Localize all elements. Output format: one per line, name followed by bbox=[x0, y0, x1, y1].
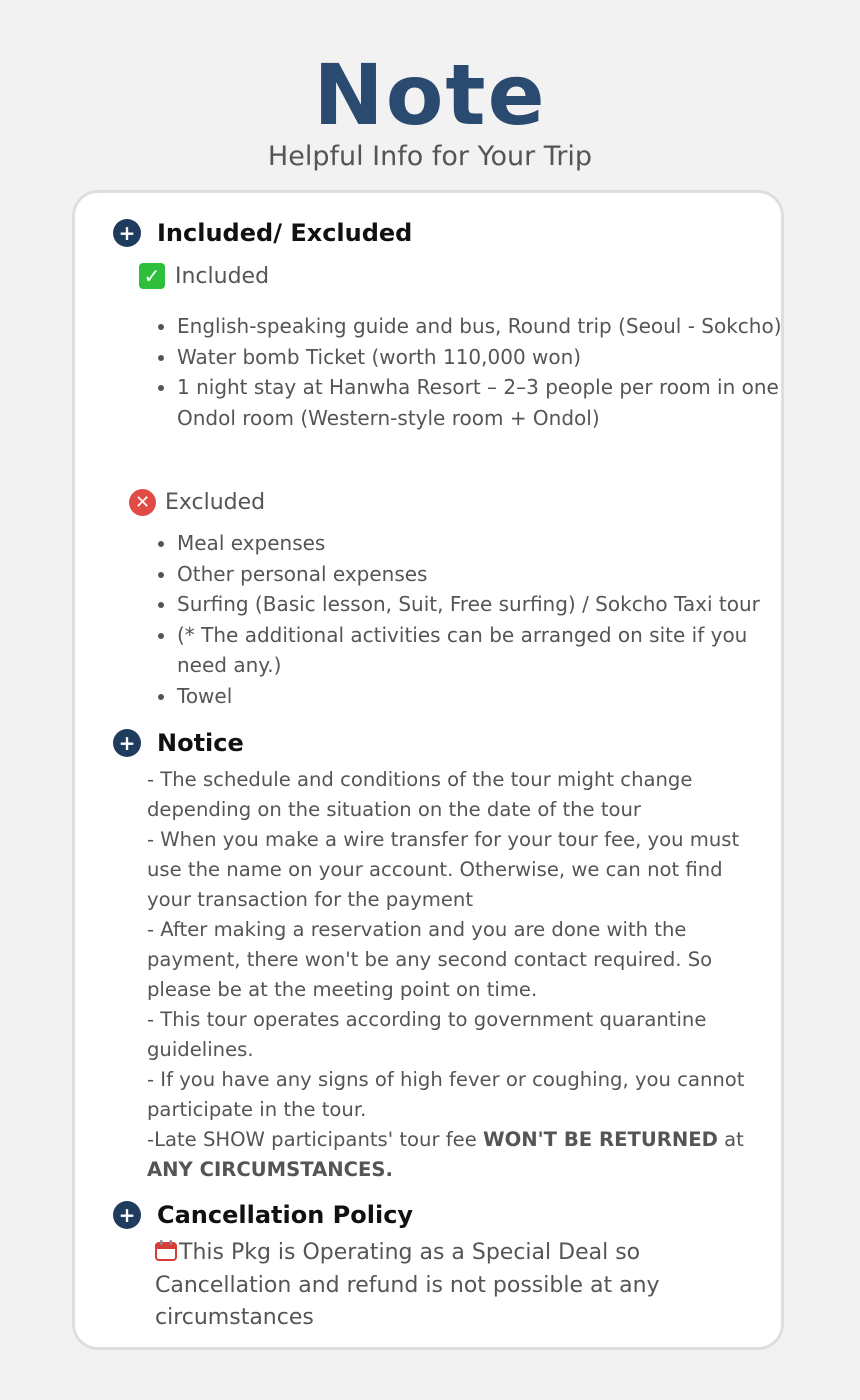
list-item: • (* The additional activities can be arranged on site if you need any.) bbox=[177, 620, 797, 681]
info-card bbox=[72, 190, 784, 1350]
list-item: • English-speaking guide and bus, Round trip (Seoul - Sokcho) bbox=[177, 311, 797, 342]
included-list bbox=[155, 311, 797, 433]
notice-line-late-show bbox=[147, 1125, 772, 1185]
list-item: • Towel bbox=[177, 681, 797, 712]
list-item: • Meal expenses bbox=[177, 528, 797, 559]
section-header-included-excluded bbox=[113, 215, 412, 251]
plus-circle-icon: + bbox=[113, 219, 141, 247]
list-item: • 1 night stay at Hanwha Resort – 2–3 people per room in one Ondol room (Western-style room + Ondol) bbox=[177, 372, 797, 433]
check-box-icon: ✓ bbox=[139, 263, 165, 289]
notice-body bbox=[147, 765, 772, 1185]
excluded-list bbox=[155, 528, 797, 711]
notice-line: - After making a reservation and you are done with the payment, there won't be any second contact required. So please be at the meeting point on time. bbox=[147, 918, 713, 1001]
list-item: • Other personal expenses bbox=[177, 559, 797, 590]
notice-line: - If you have any signs of high fever or coughing, you cannot participate in the tour. bbox=[147, 1068, 745, 1121]
notice-emphasis: WON'T BE RETURNED bbox=[482, 1128, 718, 1151]
plus-circle-icon: + bbox=[113, 1201, 141, 1229]
notice-emphasis: ANY CIRCUMSTANCES. bbox=[147, 1158, 393, 1181]
calendar-icon bbox=[155, 1240, 177, 1261]
cancellation-text: This Pkg is Operating as a Special Deal so Cancellation and refund is not possible at any circumstances bbox=[155, 1240, 660, 1330]
plus-circle-icon: + bbox=[113, 729, 141, 757]
section-header-cancellation bbox=[113, 1197, 413, 1233]
section-title-cancellation: Cancellation Policy bbox=[157, 1201, 414, 1229]
notice-line: - The schedule and conditions of the tour might change depending on the situation on the date of the tour bbox=[147, 768, 693, 821]
cross-circle-icon: ✕ bbox=[129, 489, 156, 516]
section-title-notice: Notice bbox=[157, 729, 244, 757]
notice-line: - When you make a wire transfer for your tour fee, you must use the name on your account. Otherwise, we can not find your transaction for the payment bbox=[147, 828, 740, 911]
list-item: • Surfing (Basic lesson, Suit, Free surfing) / Sokcho Taxi tour bbox=[177, 589, 797, 620]
notice-line: - This tour operates according to government quarantine guidelines. bbox=[147, 1008, 707, 1061]
notice-text: at bbox=[717, 1128, 744, 1151]
excluded-header bbox=[129, 485, 265, 519]
section-title-included-excluded: Included/ Excluded bbox=[157, 219, 413, 247]
page-subtitle: Helpful Info for Your Trip bbox=[267, 141, 593, 172]
section-header-notice bbox=[113, 725, 244, 761]
list-item: • Water bomb Ticket (worth 110,000 won) bbox=[177, 342, 797, 373]
included-label: Included bbox=[175, 263, 270, 289]
excluded-label: Excluded bbox=[165, 489, 266, 515]
notice-text: -Late SHOW participants' tour fee bbox=[147, 1128, 483, 1151]
cancellation-body bbox=[155, 1237, 715, 1335]
included-header bbox=[139, 259, 269, 293]
page-title: Note bbox=[313, 46, 547, 144]
